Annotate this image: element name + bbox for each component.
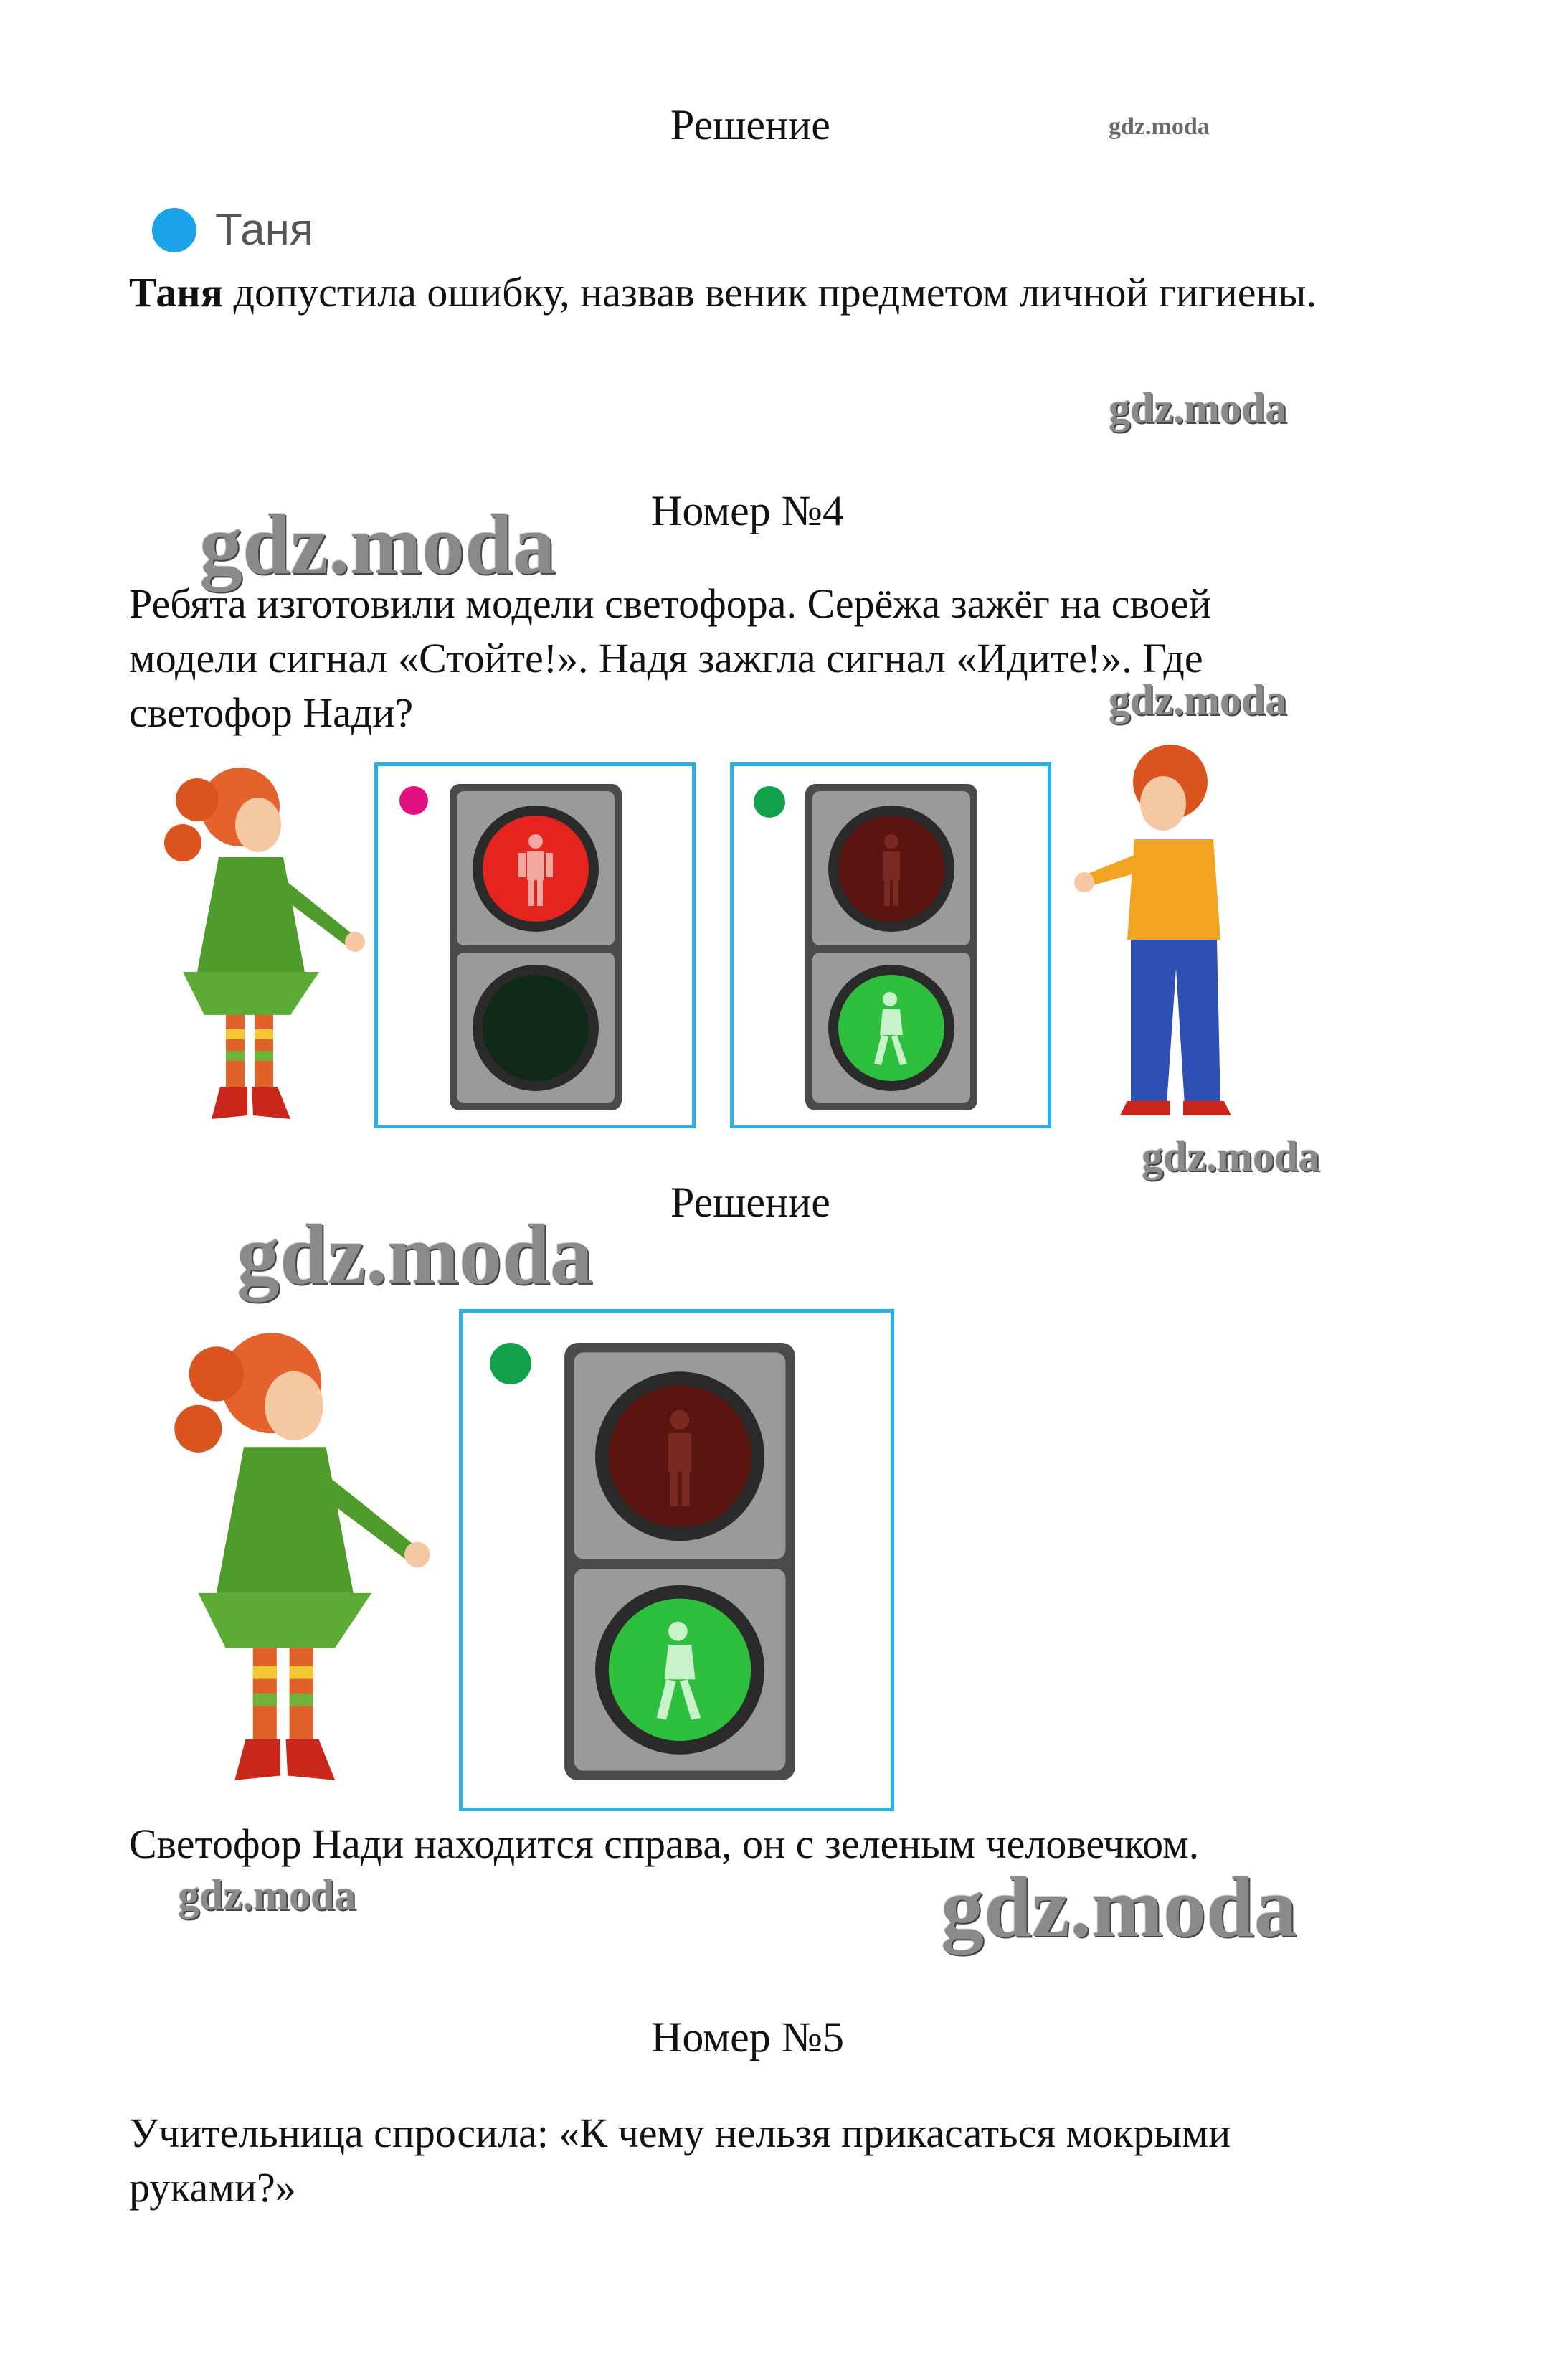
watermark: gdz.moda — [178, 1871, 356, 1919]
answer-option — [152, 204, 313, 255]
girl-illustration — [140, 757, 376, 1130]
answer-body: допустила ошибку, назвав веник предметом личной гигиены. — [223, 269, 1317, 316]
traffic-light-panel-left — [374, 762, 696, 1128]
traffic-light — [561, 1343, 798, 1780]
traffic-light-panel-right — [730, 762, 1051, 1128]
task-heading: Номер №5 — [651, 2013, 845, 2061]
boy-illustration — [1070, 739, 1256, 1126]
traffic-light — [805, 784, 977, 1110]
solution-heading: Решение — [670, 1179, 830, 1226]
watermark: gdz.moda — [237, 1206, 593, 1302]
answer-text — [129, 265, 1420, 320]
panel-marker-dot — [490, 1343, 531, 1384]
watermark: gdz.moda — [1109, 676, 1287, 724]
watermark: gdz.moda — [1109, 384, 1287, 432]
traffic-light — [450, 784, 622, 1110]
panel-marker-dot — [399, 786, 428, 815]
girl-illustration — [143, 1298, 445, 1815]
watermark: gdz.moda — [941, 1859, 1297, 1955]
task-question: Ребята изготовили модели светофора. Серёжа зажёг на своей модели сигнал «Стойте!». Надя зажгла сигнал «Идите!». Где светофор Нади? — [129, 580, 1211, 736]
watermark: gdz.moda — [1142, 1133, 1320, 1180]
traffic-light-panel-solution — [459, 1309, 894, 1811]
option-label: Таня — [215, 205, 314, 255]
panel-marker-dot — [754, 786, 785, 818]
answer-name: Таня — [129, 269, 224, 316]
solution-heading: Решение — [670, 101, 830, 148]
task-heading: Номер №4 — [651, 487, 845, 534]
watermark: gdz.moda — [1109, 113, 1210, 140]
task-question: Учительница спросила: «К чему нельзя прикасаться мокрыми руками?» — [129, 2110, 1231, 2211]
answer-text: Светофор Нади находится справа, он с зеленым человечком. — [129, 1821, 1200, 1867]
watermark: gdz.moda — [199, 496, 556, 592]
option-marker-dot — [152, 208, 196, 252]
